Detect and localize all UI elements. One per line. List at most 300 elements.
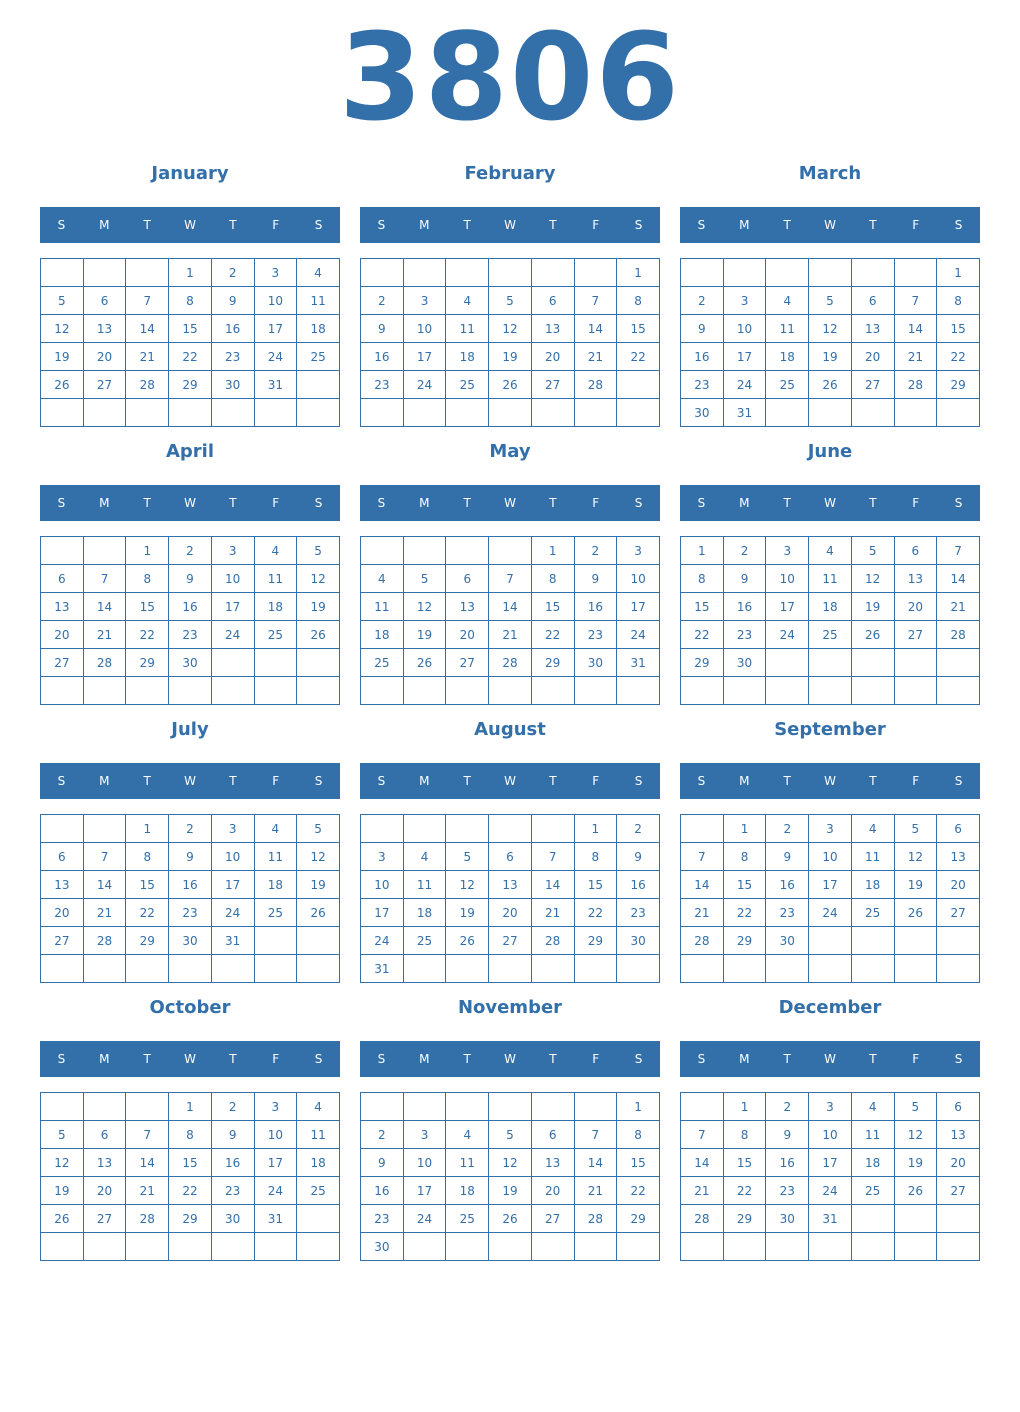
day-cell: 23 bbox=[211, 1177, 254, 1205]
day-cell: 6 bbox=[446, 565, 489, 593]
empty-day-cell bbox=[851, 927, 894, 955]
day-cell: 30 bbox=[169, 927, 212, 955]
week-row bbox=[41, 343, 340, 371]
weekday-label: T bbox=[783, 218, 791, 232]
weekday-header bbox=[40, 1041, 340, 1077]
day-cell: 11 bbox=[297, 287, 340, 315]
week-row bbox=[41, 287, 340, 315]
day-cell: 3 bbox=[403, 1121, 446, 1149]
day-cell: 23 bbox=[681, 371, 724, 399]
weekday-label: T bbox=[229, 774, 237, 788]
day-cell: 7 bbox=[937, 537, 980, 565]
empty-day-cell bbox=[809, 927, 852, 955]
day-cell: 4 bbox=[809, 537, 852, 565]
day-cell: 9 bbox=[617, 843, 660, 871]
day-cell: 21 bbox=[681, 1177, 724, 1205]
day-cell: 23 bbox=[169, 621, 212, 649]
day-cell: 17 bbox=[403, 343, 446, 371]
month-name: September bbox=[774, 719, 886, 740]
weekday-label: T bbox=[463, 1052, 471, 1066]
day-cell: 15 bbox=[723, 1149, 766, 1177]
day-cell: 28 bbox=[574, 1205, 617, 1233]
day-cell: 1 bbox=[126, 815, 169, 843]
day-cell: 25 bbox=[446, 371, 489, 399]
weekday-label: T bbox=[549, 1052, 557, 1066]
day-cell: 15 bbox=[126, 593, 169, 621]
day-cell: 28 bbox=[489, 649, 532, 677]
day-cell: 24 bbox=[723, 371, 766, 399]
week-row bbox=[41, 565, 340, 593]
day-cell: 29 bbox=[531, 649, 574, 677]
day-cell: 16 bbox=[723, 593, 766, 621]
day-cell: 18 bbox=[851, 871, 894, 899]
day-cell: 17 bbox=[617, 593, 660, 621]
day-cell: 7 bbox=[574, 1121, 617, 1149]
empty-day-cell bbox=[254, 649, 297, 677]
day-cell: 16 bbox=[211, 1149, 254, 1177]
weekday-label: T bbox=[549, 774, 557, 788]
empty-day-cell bbox=[681, 1093, 724, 1121]
week-row bbox=[41, 593, 340, 621]
week-row bbox=[361, 287, 660, 315]
empty-day-cell bbox=[169, 677, 212, 705]
empty-day-cell bbox=[809, 259, 852, 287]
day-cell: 12 bbox=[41, 315, 84, 343]
month-name: July bbox=[171, 719, 209, 740]
day-cell: 8 bbox=[169, 1121, 212, 1149]
weekday-label: T bbox=[783, 496, 791, 510]
day-cell: 26 bbox=[489, 1205, 532, 1233]
empty-day-cell bbox=[41, 399, 84, 427]
weekday-label: T bbox=[229, 496, 237, 510]
empty-day-cell bbox=[937, 1233, 980, 1261]
weekday-label: M bbox=[739, 496, 750, 510]
empty-day-cell bbox=[169, 955, 212, 983]
day-cell: 11 bbox=[297, 1121, 340, 1149]
week-row bbox=[681, 1093, 980, 1121]
day-cell: 30 bbox=[211, 371, 254, 399]
day-cell: 20 bbox=[937, 871, 980, 899]
week-row bbox=[681, 1233, 980, 1261]
month-name: May bbox=[489, 441, 531, 462]
day-cell: 18 bbox=[361, 621, 404, 649]
day-cell: 26 bbox=[403, 649, 446, 677]
day-cell: 17 bbox=[809, 871, 852, 899]
day-cell: 11 bbox=[403, 871, 446, 899]
day-cell: 18 bbox=[254, 593, 297, 621]
empty-day-cell bbox=[361, 677, 404, 705]
week-row bbox=[41, 677, 340, 705]
day-cell: 7 bbox=[489, 565, 532, 593]
week-row bbox=[681, 621, 980, 649]
day-grid bbox=[40, 814, 340, 983]
day-cell: 12 bbox=[489, 1149, 532, 1177]
weekday-label: S bbox=[377, 496, 386, 510]
empty-day-cell bbox=[937, 399, 980, 427]
day-cell: 19 bbox=[851, 593, 894, 621]
week-row bbox=[681, 843, 980, 871]
empty-day-cell bbox=[489, 815, 532, 843]
empty-day-cell bbox=[894, 259, 937, 287]
weekday-label: M bbox=[99, 1052, 110, 1066]
day-cell: 24 bbox=[361, 927, 404, 955]
day-cell: 13 bbox=[531, 315, 574, 343]
day-cell: 28 bbox=[894, 371, 937, 399]
day-grid bbox=[680, 814, 980, 983]
day-cell: 21 bbox=[126, 343, 169, 371]
day-cell: 23 bbox=[211, 343, 254, 371]
empty-day-cell bbox=[297, 677, 340, 705]
day-cell: 28 bbox=[681, 927, 724, 955]
day-cell: 26 bbox=[41, 1205, 84, 1233]
day-cell: 22 bbox=[531, 621, 574, 649]
weekday-label: W bbox=[184, 774, 196, 788]
empty-day-cell bbox=[894, 927, 937, 955]
day-grid bbox=[40, 258, 340, 427]
day-cell: 12 bbox=[894, 843, 937, 871]
weekday-label: W bbox=[824, 774, 836, 788]
day-cell: 30 bbox=[766, 1205, 809, 1233]
empty-day-cell bbox=[83, 677, 126, 705]
day-cell: 21 bbox=[489, 621, 532, 649]
empty-day-cell bbox=[531, 1093, 574, 1121]
day-cell: 13 bbox=[851, 315, 894, 343]
empty-day-cell bbox=[531, 259, 574, 287]
day-cell: 11 bbox=[254, 843, 297, 871]
week-row bbox=[681, 399, 980, 427]
day-cell: 9 bbox=[361, 315, 404, 343]
day-cell: 3 bbox=[403, 287, 446, 315]
day-cell: 23 bbox=[574, 621, 617, 649]
day-cell: 20 bbox=[41, 899, 84, 927]
day-cell: 16 bbox=[169, 871, 212, 899]
empty-day-cell bbox=[41, 955, 84, 983]
day-cell: 19 bbox=[297, 871, 340, 899]
day-cell: 10 bbox=[211, 843, 254, 871]
week-row bbox=[41, 399, 340, 427]
day-cell: 14 bbox=[574, 1149, 617, 1177]
empty-day-cell bbox=[937, 649, 980, 677]
day-cell: 27 bbox=[937, 1177, 980, 1205]
empty-day-cell bbox=[297, 1233, 340, 1261]
day-cell: 16 bbox=[361, 1177, 404, 1205]
weekday-label: W bbox=[504, 218, 516, 232]
day-cell: 28 bbox=[531, 927, 574, 955]
weekday-label: S bbox=[634, 1052, 643, 1066]
day-cell: 30 bbox=[211, 1205, 254, 1233]
week-row bbox=[41, 259, 340, 287]
day-cell: 6 bbox=[41, 565, 84, 593]
empty-day-cell bbox=[126, 399, 169, 427]
day-cell: 20 bbox=[894, 593, 937, 621]
day-cell: 31 bbox=[211, 927, 254, 955]
empty-day-cell bbox=[681, 955, 724, 983]
weekday-label: M bbox=[99, 774, 110, 788]
week-row bbox=[361, 815, 660, 843]
empty-day-cell bbox=[403, 1233, 446, 1261]
day-cell: 1 bbox=[681, 537, 724, 565]
day-cell: 29 bbox=[169, 1205, 212, 1233]
weekday-label: S bbox=[377, 218, 386, 232]
day-cell: 16 bbox=[574, 593, 617, 621]
empty-day-cell bbox=[254, 399, 297, 427]
day-cell: 28 bbox=[126, 1205, 169, 1233]
weekday-label: M bbox=[99, 496, 110, 510]
weekday-label: S bbox=[697, 496, 706, 510]
weekday-label: W bbox=[824, 218, 836, 232]
empty-day-cell bbox=[531, 1233, 574, 1261]
day-cell: 15 bbox=[681, 593, 724, 621]
day-cell: 4 bbox=[254, 537, 297, 565]
weekday-label: T bbox=[143, 1052, 151, 1066]
day-cell: 4 bbox=[403, 843, 446, 871]
day-cell: 11 bbox=[361, 593, 404, 621]
day-cell: 10 bbox=[254, 287, 297, 315]
week-row bbox=[361, 315, 660, 343]
empty-day-cell bbox=[766, 649, 809, 677]
weekday-label: W bbox=[504, 496, 516, 510]
day-cell: 4 bbox=[766, 287, 809, 315]
weekday-label: T bbox=[549, 218, 557, 232]
week-row bbox=[681, 287, 980, 315]
day-cell: 19 bbox=[41, 343, 84, 371]
week-row bbox=[681, 677, 980, 705]
day-cell: 27 bbox=[489, 927, 532, 955]
day-cell: 19 bbox=[894, 1149, 937, 1177]
day-cell: 9 bbox=[766, 843, 809, 871]
empty-day-cell bbox=[681, 815, 724, 843]
week-row bbox=[361, 565, 660, 593]
day-cell: 1 bbox=[126, 537, 169, 565]
empty-day-cell bbox=[83, 815, 126, 843]
week-row bbox=[361, 593, 660, 621]
day-cell: 3 bbox=[723, 287, 766, 315]
day-cell: 18 bbox=[766, 343, 809, 371]
day-cell: 30 bbox=[574, 649, 617, 677]
day-cell: 3 bbox=[211, 537, 254, 565]
weekday-label: W bbox=[824, 496, 836, 510]
day-cell: 19 bbox=[41, 1177, 84, 1205]
empty-day-cell bbox=[531, 677, 574, 705]
day-cell: 17 bbox=[766, 593, 809, 621]
day-cell: 31 bbox=[809, 1205, 852, 1233]
empty-day-cell bbox=[254, 927, 297, 955]
week-row bbox=[681, 899, 980, 927]
week-row bbox=[681, 649, 980, 677]
empty-day-cell bbox=[83, 259, 126, 287]
empty-day-cell bbox=[41, 259, 84, 287]
day-cell: 18 bbox=[851, 1149, 894, 1177]
day-cell: 25 bbox=[254, 621, 297, 649]
day-cell: 22 bbox=[617, 1177, 660, 1205]
day-cell: 7 bbox=[126, 287, 169, 315]
empty-day-cell bbox=[937, 955, 980, 983]
day-cell: 10 bbox=[361, 871, 404, 899]
day-cell: 17 bbox=[723, 343, 766, 371]
week-row bbox=[681, 871, 980, 899]
empty-day-cell bbox=[531, 815, 574, 843]
empty-day-cell bbox=[403, 677, 446, 705]
day-cell: 24 bbox=[809, 899, 852, 927]
empty-day-cell bbox=[851, 677, 894, 705]
day-cell: 28 bbox=[126, 371, 169, 399]
weekday-label: F bbox=[912, 774, 920, 788]
day-cell: 11 bbox=[446, 1149, 489, 1177]
day-cell: 22 bbox=[169, 1177, 212, 1205]
weekday-label: S bbox=[57, 1052, 66, 1066]
empty-day-cell bbox=[894, 1233, 937, 1261]
week-row bbox=[681, 815, 980, 843]
month-name: February bbox=[464, 163, 556, 184]
day-cell: 16 bbox=[361, 343, 404, 371]
empty-day-cell bbox=[83, 399, 126, 427]
day-cell: 10 bbox=[617, 565, 660, 593]
day-cell: 1 bbox=[574, 815, 617, 843]
day-cell: 14 bbox=[681, 871, 724, 899]
day-cell: 23 bbox=[361, 1205, 404, 1233]
week-row bbox=[681, 1205, 980, 1233]
day-cell: 1 bbox=[723, 1093, 766, 1121]
week-row bbox=[361, 399, 660, 427]
day-cell: 30 bbox=[617, 927, 660, 955]
day-cell: 5 bbox=[41, 287, 84, 315]
week-row bbox=[361, 899, 660, 927]
day-cell: 13 bbox=[41, 871, 84, 899]
empty-day-cell bbox=[617, 955, 660, 983]
day-cell: 13 bbox=[83, 1149, 126, 1177]
day-cell: 20 bbox=[83, 343, 126, 371]
day-cell: 26 bbox=[894, 1177, 937, 1205]
day-grid bbox=[680, 258, 980, 427]
empty-day-cell bbox=[617, 677, 660, 705]
day-cell: 6 bbox=[894, 537, 937, 565]
empty-day-cell bbox=[297, 955, 340, 983]
week-row bbox=[361, 1149, 660, 1177]
weekday-label: T bbox=[463, 496, 471, 510]
weekday-label: S bbox=[314, 1052, 323, 1066]
week-row bbox=[41, 1093, 340, 1121]
empty-day-cell bbox=[766, 399, 809, 427]
day-cell: 26 bbox=[297, 899, 340, 927]
empty-day-cell bbox=[617, 1233, 660, 1261]
day-cell: 1 bbox=[617, 259, 660, 287]
day-cell: 8 bbox=[531, 565, 574, 593]
weekday-label: S bbox=[57, 774, 66, 788]
empty-day-cell bbox=[851, 259, 894, 287]
day-cell: 5 bbox=[403, 565, 446, 593]
month-name: October bbox=[149, 997, 231, 1018]
empty-day-cell bbox=[169, 399, 212, 427]
week-row bbox=[361, 621, 660, 649]
day-cell: 7 bbox=[531, 843, 574, 871]
day-grid bbox=[40, 536, 340, 705]
weekday-label: F bbox=[272, 1052, 280, 1066]
day-cell: 24 bbox=[766, 621, 809, 649]
day-cell: 27 bbox=[83, 371, 126, 399]
day-cell: 2 bbox=[211, 259, 254, 287]
day-cell: 6 bbox=[83, 1121, 126, 1149]
day-cell: 30 bbox=[681, 399, 724, 427]
week-row bbox=[681, 315, 980, 343]
day-cell: 23 bbox=[766, 1177, 809, 1205]
day-cell: 1 bbox=[169, 259, 212, 287]
day-cell: 18 bbox=[297, 1149, 340, 1177]
week-row bbox=[41, 871, 340, 899]
week-row bbox=[681, 955, 980, 983]
empty-day-cell bbox=[574, 399, 617, 427]
day-cell: 24 bbox=[403, 1205, 446, 1233]
weekday-label: S bbox=[954, 1052, 963, 1066]
day-cell: 19 bbox=[297, 593, 340, 621]
empty-day-cell bbox=[211, 955, 254, 983]
week-row bbox=[41, 621, 340, 649]
day-cell: 5 bbox=[297, 815, 340, 843]
day-cell: 2 bbox=[361, 1121, 404, 1149]
day-grid bbox=[360, 258, 660, 427]
week-row bbox=[361, 649, 660, 677]
day-cell: 3 bbox=[809, 815, 852, 843]
week-row bbox=[681, 1149, 980, 1177]
day-cell: 3 bbox=[361, 843, 404, 871]
day-cell: 2 bbox=[681, 287, 724, 315]
week-row bbox=[361, 843, 660, 871]
day-cell: 8 bbox=[681, 565, 724, 593]
day-cell: 4 bbox=[446, 1121, 489, 1149]
empty-day-cell bbox=[126, 955, 169, 983]
day-cell: 11 bbox=[851, 843, 894, 871]
day-cell: 6 bbox=[937, 815, 980, 843]
weekday-label: F bbox=[912, 1052, 920, 1066]
day-cell: 10 bbox=[809, 843, 852, 871]
day-cell: 24 bbox=[403, 371, 446, 399]
day-cell: 16 bbox=[617, 871, 660, 899]
day-cell: 8 bbox=[126, 843, 169, 871]
day-cell: 4 bbox=[361, 565, 404, 593]
week-row bbox=[681, 1121, 980, 1149]
day-cell: 7 bbox=[681, 1121, 724, 1149]
day-cell: 10 bbox=[766, 565, 809, 593]
day-cell: 14 bbox=[894, 315, 937, 343]
day-cell: 10 bbox=[809, 1121, 852, 1149]
empty-day-cell bbox=[531, 955, 574, 983]
day-cell: 2 bbox=[766, 1093, 809, 1121]
day-cell: 19 bbox=[446, 899, 489, 927]
weekday-label: T bbox=[869, 774, 877, 788]
empty-day-cell bbox=[809, 677, 852, 705]
empty-day-cell bbox=[41, 537, 84, 565]
weekday-label: M bbox=[419, 774, 430, 788]
empty-day-cell bbox=[361, 259, 404, 287]
day-cell: 25 bbox=[297, 1177, 340, 1205]
day-cell: 17 bbox=[254, 315, 297, 343]
day-cell: 7 bbox=[83, 565, 126, 593]
weekday-label: T bbox=[463, 774, 471, 788]
empty-day-cell bbox=[403, 955, 446, 983]
weekday-label: M bbox=[419, 1052, 430, 1066]
week-row bbox=[361, 1233, 660, 1261]
day-cell: 10 bbox=[254, 1121, 297, 1149]
day-cell: 13 bbox=[937, 843, 980, 871]
weekday-label: S bbox=[954, 496, 963, 510]
weekday-label: W bbox=[184, 218, 196, 232]
day-cell: 29 bbox=[169, 371, 212, 399]
day-cell: 31 bbox=[254, 371, 297, 399]
empty-day-cell bbox=[681, 677, 724, 705]
weekday-label: S bbox=[377, 774, 386, 788]
weekday-label: S bbox=[57, 496, 66, 510]
day-cell: 13 bbox=[489, 871, 532, 899]
weekday-label: M bbox=[739, 774, 750, 788]
